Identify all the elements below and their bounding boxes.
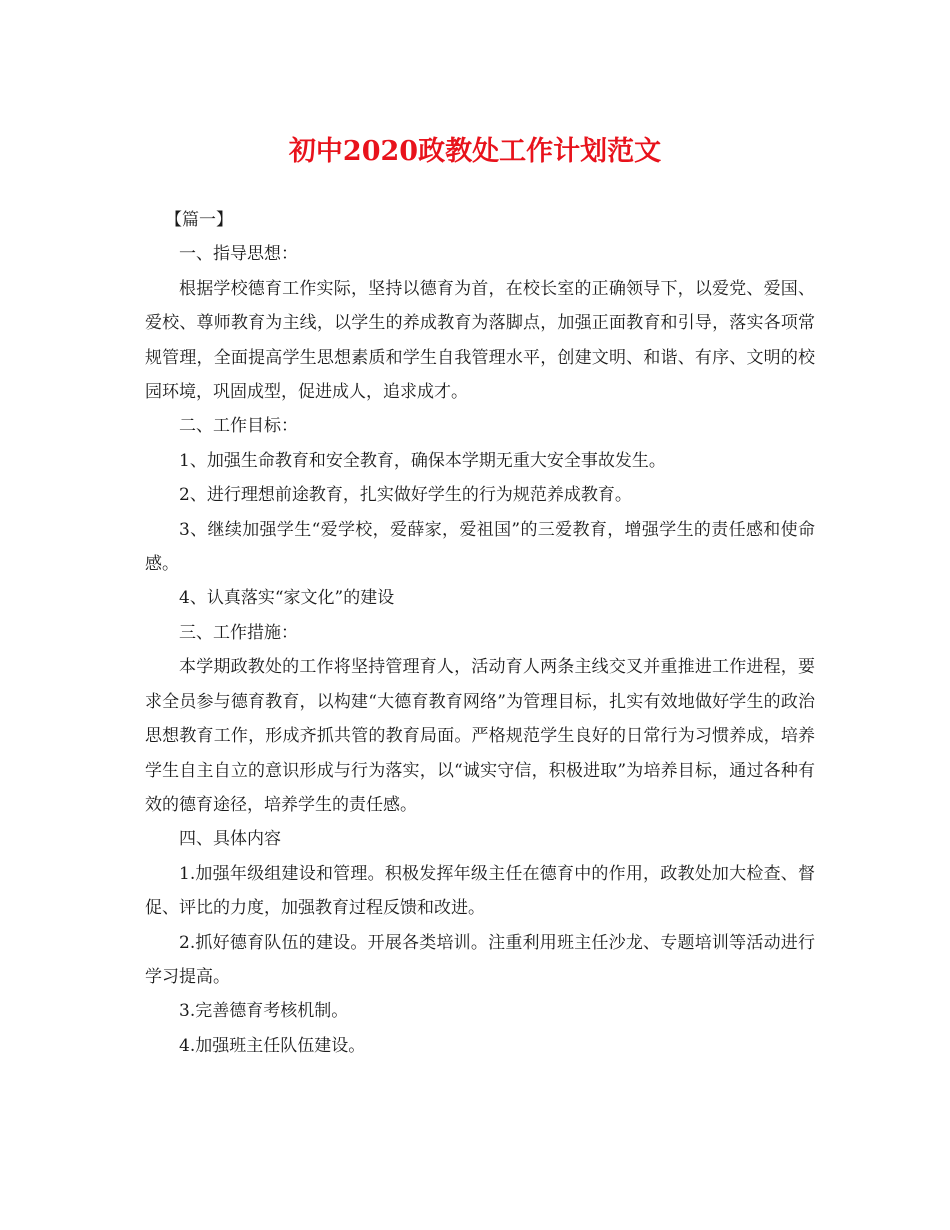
section-label: 【篇一】	[165, 210, 233, 230]
paragraph-guiding-ideology: 根据学校德育工作实际，坚持以德育为首，在校长室的正确领导下，以爱党、爱国、爱校、尊师教育为主线，以学生的养成教育为落脚点，加强正面教育和引导，落实各项常规管理，全面提高学生思想素质和学生自我管理水平，创建文明、和谐、有序、文明的校园环境，巩固成型，促进成人，追求成才。	[145, 278, 815, 403]
goal-item-3: 3、继续加强学生“爱学校，爱薛家，爱祖国”的三爱教育，增强学生的责任感和使命感。	[145, 519, 815, 575]
heading-work-measures: 三、工作措施：	[179, 622, 298, 643]
document-title: 初中2020政教处工作计划范文	[288, 136, 662, 167]
document-body	[145, 203, 815, 1063]
heading-specific-content: 四、具体内容	[179, 829, 281, 850]
content-item-4: 4.加强班主任队伍建设。	[179, 1035, 366, 1056]
goal-item-4: 4、认真落实“家文化”的建设	[179, 588, 395, 609]
goal-item-1: 1、加强生命教育和安全教育，确保本学期无重大安全事故发生。	[179, 450, 666, 471]
content-item-3: 3.完善德育考核机制。	[179, 1001, 349, 1022]
content-item-2: 2.抓好德育队伍的建设。开展各类培训。注重利用班主任沙龙、专题培训等活动进行学习提高。	[145, 932, 815, 987]
heading-work-goals: 二、工作目标：	[179, 416, 298, 437]
heading-guiding-ideology: 一、指导思想：	[179, 244, 298, 265]
goal-item-2: 2、进行理想前途教育，扎实做好学生的行为规范养成教育。	[179, 485, 632, 506]
content-item-1: 1.加强年级组建设和管理。积极发挥年级主任在德育中的作用，政教处加大检查、督促、评比的力度，加强教育过程反馈和改进。	[145, 863, 815, 919]
paragraph-work-measures: 本学期政教处的工作将坚持管理育人，活动育人两条主线交叉并重推进工作进程，要求全员参与德育教育，以构建“大德育教育网络”为管理目标，扎实有效地做好学生的政治思想教育工作，形成齐抓共管的教育局面。严格规范学生良好的日常行为习惯养成，培养学生自主自立的意识形成与行为落实，以“诚实守信，积极进取”为培养目标，通过各种有效的德育途径，培养学生的责任感。	[145, 657, 815, 815]
